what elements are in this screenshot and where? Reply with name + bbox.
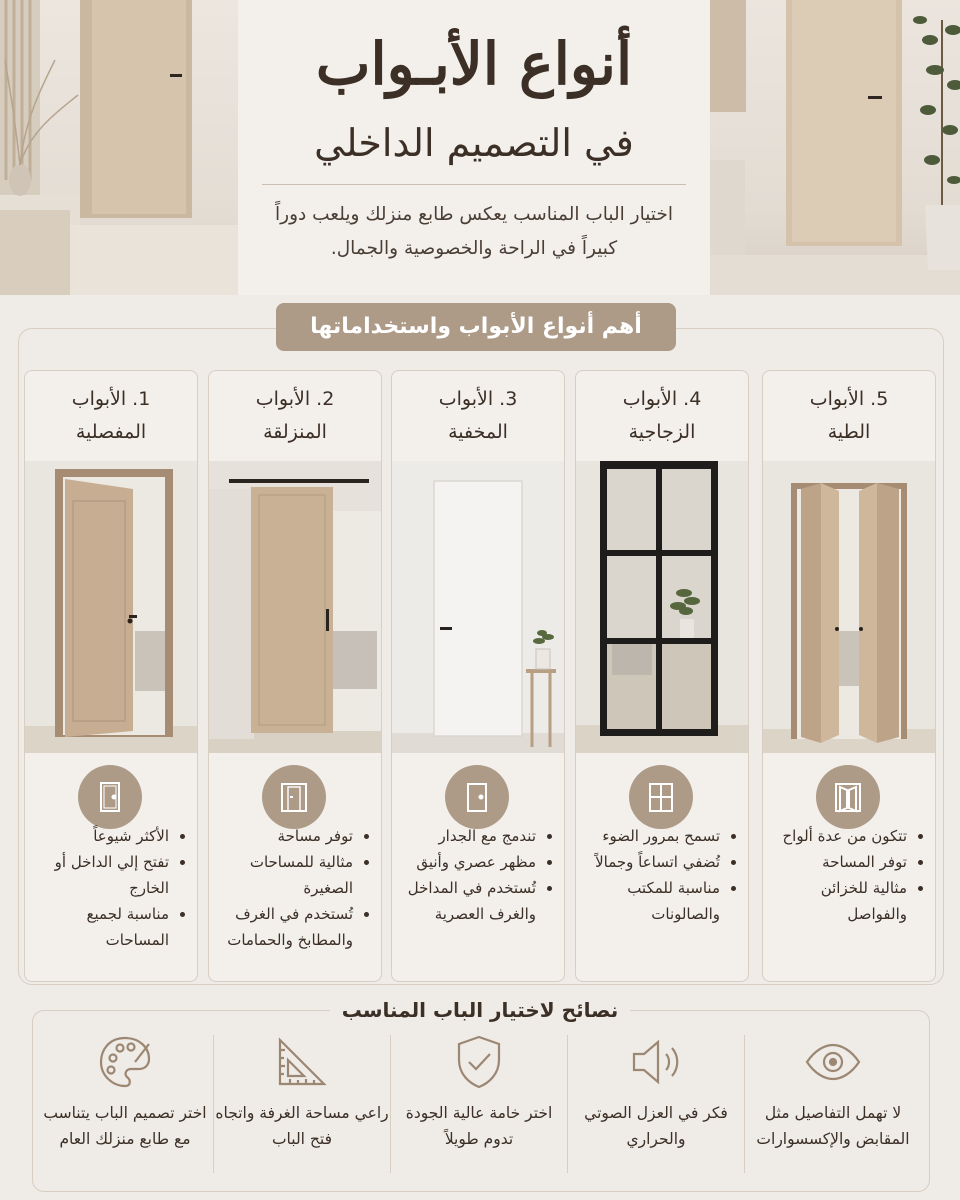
hinged-door-icon [78, 765, 142, 829]
feature-item: • مظهر عصري وأنيق [400, 849, 536, 875]
door-card-title: 3. الأبواب المخفية [438, 388, 518, 443]
eye-icon [803, 1032, 863, 1092]
header-photo-right [710, 0, 960, 295]
tip-text: اختر تصميم الباب يتناسب مع طابع منزلك العام [43, 1104, 207, 1148]
sound-icon [626, 1032, 686, 1092]
glass-door-icon [629, 765, 693, 829]
intro-text: اختيار الباب المناسب يعكس طابع منزلك ويلعب دوراً كبيراً في الراحة والخصوصية والجمال. [275, 204, 673, 259]
palette-icon [95, 1032, 155, 1092]
hinged-door-photo [25, 461, 197, 753]
feature-item: • تُستخدم في المداخل والغرف العصرية [400, 875, 536, 927]
folding-door-icon [816, 765, 880, 829]
door-card-features [771, 823, 925, 927]
section-title: أهم أنواع الأبواب واستخداماتها [276, 303, 676, 351]
door-card-glass [575, 370, 749, 982]
tip-text: اختر خامة عالية الجودة تدوم طويلاً [405, 1104, 553, 1148]
tip-item [568, 1028, 744, 1178]
door-card-title: 4. الأبواب الزجاجية [622, 388, 702, 443]
door-card-features [584, 823, 738, 927]
tip-text: فكر في العزل الصوتي والحراري [584, 1104, 728, 1148]
feature-item: • مناسبة لجميع المساحات [33, 901, 169, 953]
feature-item: • تُضفي اتساعاً وجمالاً [584, 849, 720, 875]
feature-item: • مثالية للمساحات الصغيرة [217, 849, 353, 901]
tip-text: راعي مساحة الغرفة واتجاه فتح الباب [215, 1104, 389, 1148]
feature-item: • تفتح إلي الداخل أو الخارج [33, 849, 169, 901]
door-card-title: 1. الأبواب المفصلية [71, 388, 151, 443]
shield-check-icon [449, 1032, 509, 1092]
feature-item: • توفر مساحة [217, 823, 353, 849]
tip-item [214, 1028, 390, 1178]
door-card-features [217, 823, 371, 953]
tip-item [37, 1028, 213, 1178]
door-card-hidden [391, 370, 565, 982]
ruler-icon [272, 1032, 332, 1092]
feature-item: • مناسبة للمكتب والصالونات [584, 875, 720, 927]
header-photo-left [0, 0, 238, 295]
door-card-hinged [24, 370, 198, 982]
feature-item: • تُستخدم في الغرف والمطابخ والحمامات [217, 901, 353, 953]
feature-item: • الأكثر شيوعاً [33, 823, 169, 849]
door-card-sliding [208, 370, 382, 982]
sliding-door-photo [209, 461, 381, 753]
feature-item: • تندمج مع الجدار [400, 823, 536, 849]
hidden-door-icon [445, 765, 509, 829]
feature-item: • تسمح بمرور الضوء [584, 823, 720, 849]
tip-item [391, 1028, 567, 1178]
folding-door-photo [763, 461, 935, 753]
feature-item: • مثالية للخزائن والفواصل [771, 875, 907, 927]
sliding-door-icon [262, 765, 326, 829]
tip-item [745, 1028, 921, 1178]
door-card-folding [762, 370, 936, 982]
door-card-features [400, 823, 554, 927]
tips-title: نصائح لاختيار الباب المناسب [330, 995, 630, 1025]
door-card-features [33, 823, 187, 953]
page-subtitle: في التصميم الداخلي [314, 121, 634, 165]
hidden-door-photo [392, 461, 564, 753]
header-divider [262, 184, 686, 185]
door-card-title: 5. الأبواب الطية [809, 388, 889, 443]
feature-item: • توفر المساحة [771, 849, 907, 875]
tip-text: لا تهمل التفاصيل مثل المقابض والإكسسوارات [756, 1104, 910, 1148]
door-card-title: 2. الأبواب المنزلقة [255, 388, 335, 443]
page-title: أنواع الأبـواب [315, 30, 633, 98]
feature-item: • تتكون من عدة ألواح [771, 823, 907, 849]
glass-door-photo [576, 461, 748, 753]
